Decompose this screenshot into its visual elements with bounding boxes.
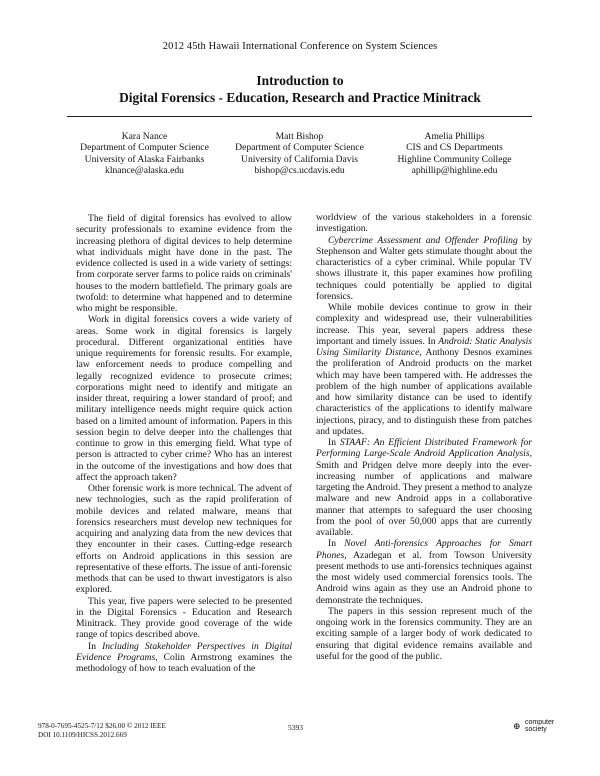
paragraph: The papers in this session represent much of the ongoing work in the forensics community. They are an exciting sample of a larger body of work dedicated to ensuring that digital evidence remains available and useful for the good of the public. [316,605,532,662]
paragraph: worldview of the various stakeholders in a forensic investigation. [316,212,532,235]
text-run: In [328,538,345,550]
title-line-1: Introduction to [256,73,344,88]
paragraph [316,235,532,303]
author-email[interactable]: aphillip@highline.edu [411,164,498,176]
author-name: Amelia Phillips [424,131,485,142]
author-inst: University of Alaska Fairbanks [84,153,205,165]
author-dept: CIS and CS Departments [406,142,503,154]
text-run: While mobile devices continue to grow in their complexity and widespread use, their vulnerabilities increase. This year, several papers address these important and timely issues. In [316,302,532,347]
title-line-2: Digital Forensics - Education, Research and Practice Minitrack [119,90,481,105]
text-run: Anthony Desnos examines the proliferation of Android products on the market which may have been tampered with. He addresses the problem of the high number of applications available and how similarity distance can be used to identify characteristics of the applications to identify malware injections, piracy, and to distinguish these from patches and updates. [316,347,532,437]
author-3 [377,131,532,176]
paper-title-ref: Novel Anti-forensics Approaches for Smart Phones [316,538,533,561]
author-name: Kara Nance [121,131,168,142]
author-block [67,131,532,176]
paragraph [316,437,532,538]
text-run: , Azadegan et al. from Towson University present methods to use anti-forensics techniques against the most widely used commercial forensics tools. The Android wins again as they use an Android phone to demonstrate the techniques. [316,549,532,606]
paper-title-ref: Cybercrime Assessment and Offender Profiling [328,234,518,246]
conference-header: 2012 45th Hawaii International Conference on System Sciences [162,41,438,52]
author-1 [67,131,222,176]
logo-text-line-1: computer [525,719,555,726]
text-run: , Smith and Pridgen delve more deeply into the ever-increasing number of applications and malware targeting the Android. They present a method to analyze malware and new Android apps in a collaborative manner that attempts to safeguard the user choosing from the pool of over 50,000 apps that are currently available. [316,448,532,538]
text-run: , Colin Armstrong examines the methodology of how to teach evaluation of the [76,651,292,674]
paragraph: Work in digital forensics covers a wide variety of areas. Some work in digital forensics is largely procedural. Different organizational entities have unique requirements for forensic results. For example, law enforcement needs to produce compelling and legally recognized evidence to prosecute crimes; corporations might need to identify and mitigate an insider threat, requiring a lower standard of proof; and military intelligence needs might require quick action based on a limited amount of information. Papers in this session begin to delve deeper into the challenges that continue to grow in this emerging field. What type of person is attracted to cyber crime? Who has an interest in the outcome of the investigations and how does that affect the approach taken? [76,314,292,483]
paper-title-ref: Including Stakeholder Perspectives in Digital Evidence Programs [76,640,293,663]
isbn-line: 978-0-7695-4525-7/12 $26.00 © 2012 IEEE [38,722,166,730]
doi-line: DOI 10.1109/HICSS.2012.669 [38,731,127,739]
logo-mark-icon: ⊕ [513,721,521,731]
text-run: by Stephenson and Walter gets stimulate thought about the characteristics of a cyber criminal. While popular TV shows illustrate it, this paper examines how profiling techniques could potentially be applied to digital forensics. [316,234,532,302]
author-email[interactable]: klnance@alaska.edu [105,164,184,176]
footer-info [38,722,166,740]
author-2 [222,131,377,176]
paragraph: This year, five papers were selected to be presented in the Digital Forensics - Education and Research Minitrack. They provide good coverage of the wide range of topics described above. [76,595,292,641]
computer-society-logo [513,719,557,743]
logo-text-line-2: society [525,726,547,733]
paragraph [316,302,532,437]
author-email[interactable]: bishop@cs.ucdavis.edu [254,164,345,176]
author-dept: Department of Computer Science [235,142,364,154]
text-run: In [88,640,103,652]
author-dept: Department of Computer Science [80,142,209,154]
right-column [316,212,532,662]
paragraph: The field of digital forensics has evolved to allow security professionals to examine evidence from the increasing plethora of digital devices to help determine what individuals might have done in the past. The evidence collected is used in a wide variety of settings: from corporate server farms to police raids on criminals' houses to the modern battlefield. The primary goals are twofold: to determine what happened and to determine who might be responsible. [76,213,292,314]
page-number: 5393 [288,723,303,732]
text-run: In [328,437,340,448]
paragraph [316,538,532,606]
paragraph: Other forensic work is more technical. The advent of new technologies, such as the rapid proliferation of mobile devices and related malware, means that forensics researchers must develop new techniques for acquiring and analyzing data from the new devices that they encounter in their cases. Cutting-edge research efforts on Android applications in this session are representative of these efforts. The issue of anti-forensic methods that can be used to thwart investigators is also explored. [76,483,292,596]
paper-title-ref: Android: Static Analysis Using Similarity Distance, [316,335,532,358]
author-inst: Highline Community College [397,153,512,165]
title-divider [67,116,532,117]
paper-title-ref: STAAF: An Efficient Distributed Framework for Performing Large-Scale Android Application Analysis [316,437,533,460]
author-name: Matt Bishop [275,131,324,142]
paragraph [76,641,292,675]
paper-title [0,72,600,106]
left-column [76,213,292,674]
author-inst: University of California Davis [241,153,358,165]
